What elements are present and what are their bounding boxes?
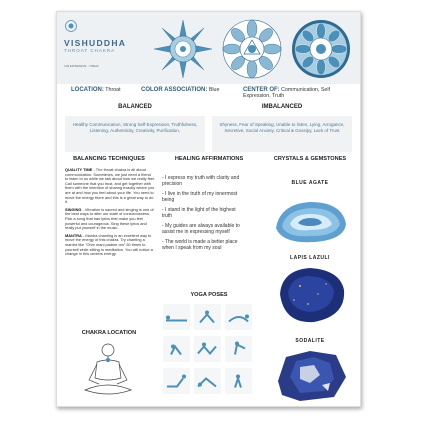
crystal-label: LAPIS LAZULI	[290, 255, 330, 261]
techniques-list	[65, 168, 155, 257]
meditating-figure-icon	[77, 340, 139, 402]
location-info	[71, 87, 121, 93]
balanced-text: Healthy Communication, Strong Self-Expression, Truthfulness, Listening, Authenticity, Creativity, Purification,	[72, 122, 198, 133]
imbalanced-box	[212, 116, 352, 152]
affirmation-item: - I stand in the light of the highest truth	[162, 207, 236, 219]
yoga-heading: YOGA POSES	[190, 292, 228, 298]
technique-label: MANTRA	[65, 232, 82, 238]
lotus-mandala-icon	[290, 18, 352, 80]
affirmations-heading: HEALING AFFIRMATIONS	[174, 156, 244, 162]
blue-agate-image	[270, 190, 350, 250]
location-value: Throat	[105, 87, 121, 93]
technique-item	[65, 168, 155, 205]
crystal-label: SODALITE	[295, 338, 325, 344]
technique-text: - Vibration is sacred and singing is one of the best ways to alter our state of consciousness. Pick a song that has lyrics that make you feel powerful and courageous. Sing these lyrics and really put yourself in the music.	[65, 206, 154, 231]
technique-text: - Mantra chanting is an excellent way to move the energy of this chakra. Try chanting a mantra like "Ohm mani padme om" 50 times to yourself while sitting in meditation. You will notice a change in this centers energy.	[65, 232, 153, 257]
byline: I AM EXPRESSIVE · I SPEAK	[64, 65, 99, 68]
technique-text: - The throat chakra is all about communication. Sometimes, we just need a friend to listen to us while we talk about how we really feel. Call someone that you trust, and get together with them with the intention of sharing exactly where you are at and how you feel about your life. You need to move the energy there and this is a great way to do it.	[65, 167, 155, 205]
techniques-heading: BALANCING TECHNIQUES	[73, 156, 145, 162]
crystals-heading: CRYSTALS & GEMSTONES	[273, 156, 347, 162]
yoga-pose-image	[163, 336, 190, 362]
yoga-pose-image	[163, 368, 190, 394]
page-title: VISHUDDHA	[64, 38, 127, 48]
chakra-location-heading: CHAKRA LOCATION	[81, 330, 137, 336]
technique-label: QUALITY TIME	[65, 167, 93, 172]
center-value: Communication, Self Expression, Truth	[243, 87, 331, 99]
color-label: COLOR ASSOCIATION:	[141, 87, 208, 93]
yoga-pose-image	[225, 304, 252, 330]
imbalanced-heading: IMBALANCED	[261, 104, 303, 110]
affirmation-item: - The world is made a better place when I speak from my soul	[162, 239, 238, 251]
page-subtitle: THROAT CHAKRA	[64, 48, 116, 53]
chakra-sheet	[56, 11, 361, 407]
yoga-pose-image	[194, 368, 221, 394]
balanced-box	[65, 116, 205, 152]
affirmation-item: - I express my truth with clarity and precision	[162, 175, 240, 187]
technique-item	[65, 234, 155, 257]
crystal-label: BLUE AGATE	[291, 180, 329, 186]
technique-label: SINGING	[65, 206, 82, 212]
throat-chakra-point	[106, 358, 110, 362]
technique-item	[65, 208, 155, 231]
lapis-lazuli-image	[270, 264, 350, 326]
color-value: Blue	[208, 87, 220, 93]
lotus-mandala-icon	[221, 18, 283, 80]
yoga-pose-image	[194, 336, 221, 362]
yoga-pose-image	[194, 304, 221, 330]
header-banner	[57, 12, 360, 84]
sodalite-image	[270, 347, 350, 403]
yoga-pose-image	[225, 368, 252, 394]
affirmation-item: - My guides are always available to assist me in expressing myself	[162, 223, 240, 235]
yoga-pose-image	[225, 336, 252, 362]
yoga-pose-image	[163, 304, 190, 330]
imbalanced-text: Shyness, Fear of Speaking, Unable to listen, Lying, Arrogance, Secretive, Social Anxiety, Critical & Gossipy, Lack of Trust	[219, 122, 345, 133]
location-label: LOCATION:	[71, 87, 104, 93]
lotus-mandala-icon	[152, 18, 214, 80]
affirmations-list	[162, 175, 247, 255]
center-label: CENTER OF:	[243, 87, 280, 93]
affirmation-item: - I live in the truth of my innermost being	[162, 191, 238, 203]
color-info	[141, 87, 219, 93]
chakra-logo-icon	[65, 20, 77, 32]
center-info	[243, 87, 355, 99]
balanced-heading: BALANCED	[118, 104, 152, 110]
